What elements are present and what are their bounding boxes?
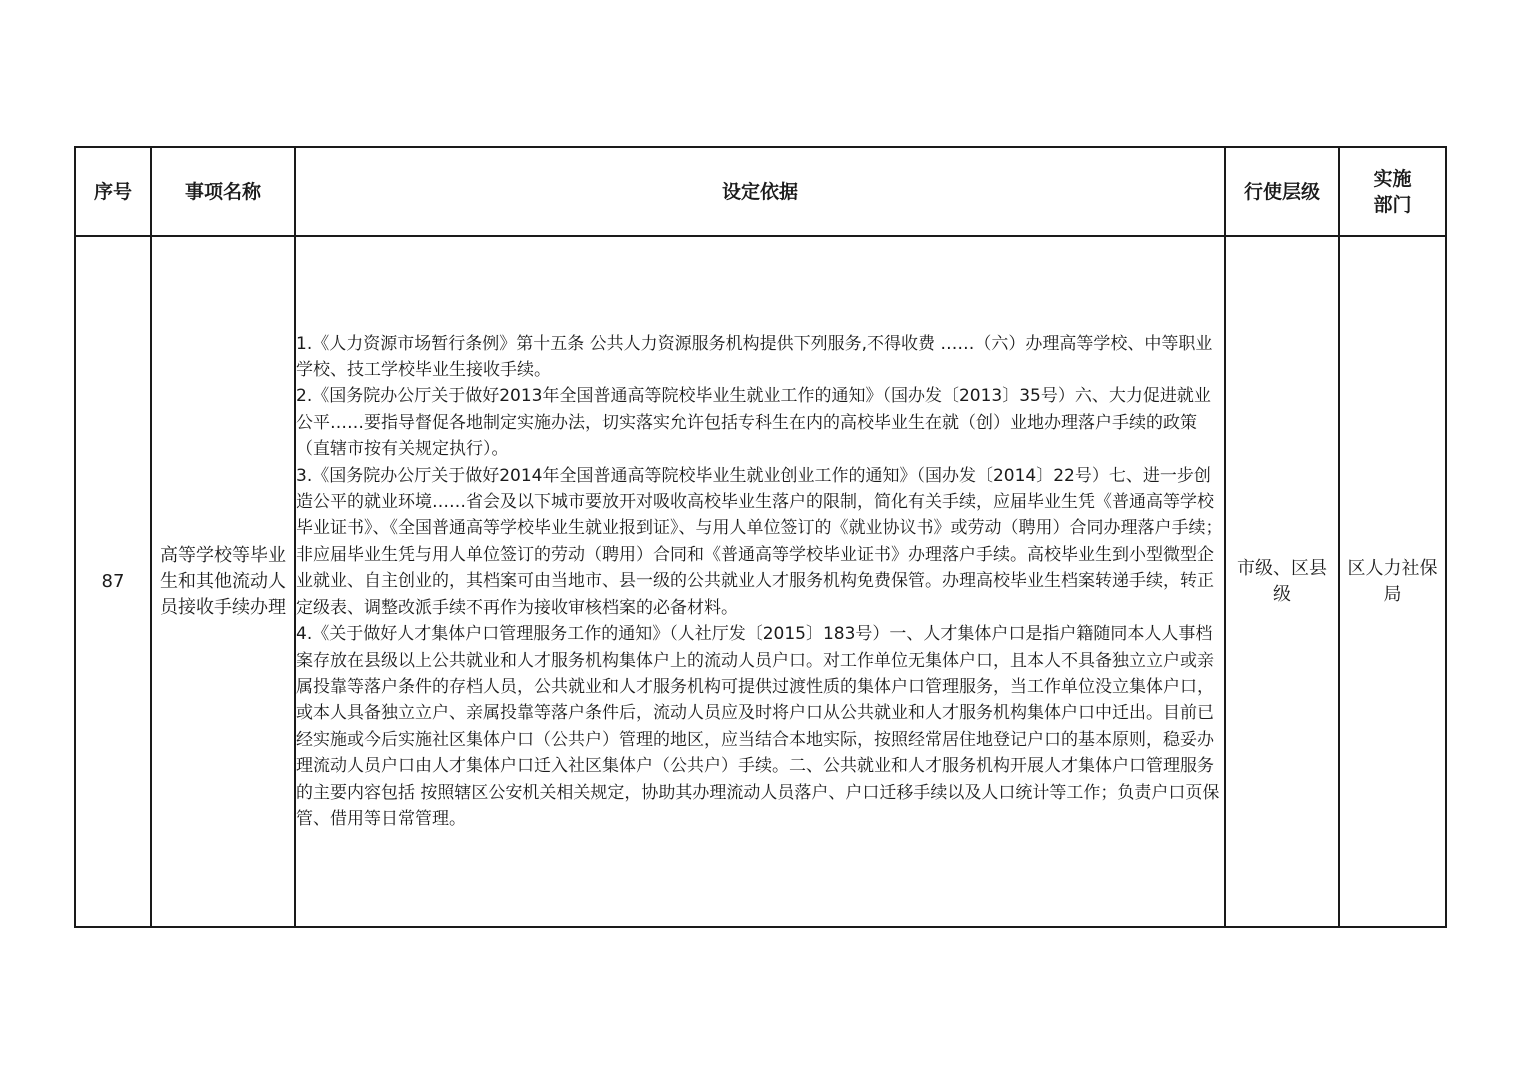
header-dept-line2: 部门 xyxy=(1373,193,1412,216)
header-row xyxy=(75,147,1446,236)
table-row xyxy=(75,236,1446,927)
basis-paragraph-2: 2.《国务院办公厅关于做好2013年全国普通高等院校毕业生就业工作的通知》（国办发〔2013〕35号）六、大力促进就业公平……要指导督促各地制定实施办法，切实落实允许包括专科生在内的高校毕业生在就（创）业地办理落户手续的政策（直辖市按有关规定执行）。 xyxy=(296,386,1211,460)
seq-value: 87 xyxy=(101,570,125,592)
header-name: 事项名称 xyxy=(151,147,295,236)
item-table xyxy=(74,146,1447,928)
cell-seq xyxy=(75,236,151,927)
cell-basis xyxy=(295,236,1225,927)
header-dept-line1: 实施 xyxy=(1373,167,1412,190)
dept-value: 区人力社保局 xyxy=(1347,557,1438,605)
header-seq: 序号 xyxy=(75,147,151,236)
item-name: 高等学校等毕业生和其他流动人员接收手续办理 xyxy=(160,544,286,618)
level-value: 市级、区县级 xyxy=(1237,557,1327,605)
header-dept xyxy=(1339,147,1446,236)
cell-dept xyxy=(1339,236,1446,927)
header-basis: 设定依据 xyxy=(295,147,1225,236)
cell-level xyxy=(1225,236,1339,927)
basis-paragraph-3: 3.《国务院办公厅关于做好2014年全国普通高等院校毕业生就业创业工作的通知》（国办发〔2014〕22号）七、进一步创造公平的就业环境……省会及以下城市要放开对吸收高校毕业生落户的限制，简化有关手续，应届毕业生凭《普通高等学校毕业证书》、《全国普通高等学校毕业生就业报到证》、与用人单位签订的《就业协议书》或劳动（聘用）合同办理落户手续；非应届毕业生凭与用人单位签订的劳动（聘用）合同和《普通高等学校毕业证书》办理落户手续。高校毕业生到小型微型企业就业、自主创业的，其档案可由当地市、县一级的公共就业人才服务机构免费保管。办理高校毕业生档案转递手续，转正定级表、调整改派手续不再作为接收审核档案的必备材料。 xyxy=(296,465,1223,618)
cell-name xyxy=(151,236,295,927)
basis-paragraph-1: 1.《人力资源市场暂行条例》第十五条 公共人力资源服务机构提供下列服务,不得收费 ……（六）办理高等学校、中等职业学校、技工学校毕业生接收手续。 xyxy=(296,333,1213,381)
header-level: 行使层级 xyxy=(1225,147,1339,236)
basis-paragraph-4: 4.《关于做好人才集体户口管理服务工作的通知》（人社厅发〔2015〕183号）一、人才集体户口是指户籍随同本人人事档案存放在县级以上公共就业和人才服务机构集体户上的流动人员户口。对工作单位无集体户口，且本人不具备独立立户或亲属投靠等落户条件的存档人员，公共就业和人才服务机构可提供过渡性质的集体户口管理服务，当工作单位没立集体户口，或本人具备独立立户、亲属投靠等落户条件后，流动人员应及时将户口从公共就业和人才服务机构集体户口中迁出。目前已经实施或今后实施社区集体户口（公共户）管理的地区，应当结合本地实际，按照经常居住地登记户口的基本原则，稳妥办理流动人员户口由人才集体户口迁入社区集体户（公共户）手续。二、公共就业和人才服务机构开展人才集体户口管理服务的主要内容包括 按照辖区公安机关相关规定，协助其办理流动人员落户、户口迁移手续以及人口统计等工作；负责户口页保管、借用等日常管理。 xyxy=(296,624,1220,829)
